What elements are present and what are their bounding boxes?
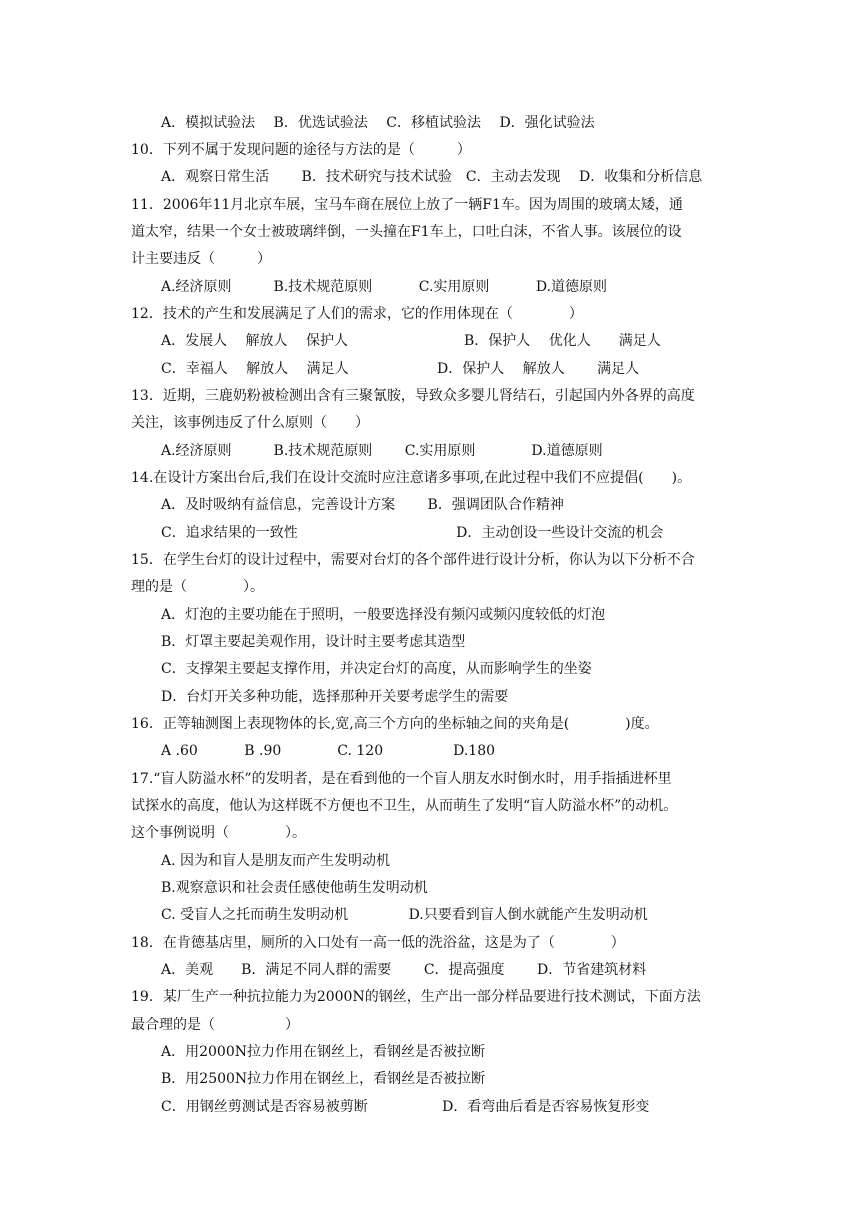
q12-option-a: A．发展人 解放人 保护人 bbox=[161, 333, 349, 349]
q11-options: A.经济原则 B.技术规范原则 C.实用原则 D.道德原则 bbox=[161, 279, 608, 295]
q12-stem: 12．技术的产生和发展满足了人们的需求，它的作用体现在（ ） bbox=[131, 306, 583, 322]
q17-stem-line1: 17.“盲人防溢水杯”的发明者，是在看到他的一个盲人朋友水时倒水时，用手指插进杯里 bbox=[131, 771, 672, 787]
q12-options-cd: C．幸福人 解放人 满足人 D．保护人 解放人 满足人 bbox=[161, 361, 640, 377]
q19-options-cd: C．用钢丝剪测试是否容易被剪断 D．看弯曲后看是否容易恢复形变 bbox=[161, 1099, 650, 1115]
q10-options: A．观察日常生活 B．技术研究与技术试验 C．主动去发现 D．收集和分析信息 bbox=[161, 169, 703, 185]
q11-stem-line2: 道太窄，结果一个女士被玻璃绊倒，一头撞在F1车上，口吐白沫，不省人事。该展位的设 bbox=[131, 224, 682, 240]
q9-options: A．模拟试验法 B．优选试验法 C．移植试验法 D．强化试验法 bbox=[161, 115, 595, 131]
q19-option-a: A．用2000N拉力作用在钢丝上，看钢丝是否被拉断 bbox=[161, 1044, 485, 1060]
q16-stem: 16．正等轴测图上表现物体的长,宽,高三个方向的坐标轴之间的夹角是( )度。 bbox=[131, 716, 659, 732]
q13-options: A.经济原则 B.技术规范原则 C.实用原则 D.道德原则 bbox=[161, 443, 603, 459]
q17-option-a: A. 因为和盲人是朋友而产生发明动机 bbox=[161, 853, 391, 869]
q15-option-c: C．支撑架主要起支撑作用，并决定台灯的高度，从而影响学生的坐姿 bbox=[161, 661, 592, 677]
q15-option-a: A．灯泡的主要功能在于照明，一般要选择没有频闪或频闪度较低的灯泡 bbox=[161, 607, 606, 623]
q15-stem-line2: 理的是（ ）。 bbox=[131, 579, 264, 595]
q18-options: A．美观 B．满足不同人群的需要 C．提高强度 D．节省建筑材料 bbox=[161, 962, 647, 978]
q10-stem: 10．下列不属于发现问题的途径与方法的是（ ） bbox=[131, 142, 471, 158]
q19-stem-line1: 19．某厂生产一种抗拉能力为2000N的钢丝，生产出一部分样品要进行技术测试，下面方法 bbox=[131, 989, 701, 1005]
q17-stem-line3: 这个事例说明（ ）。 bbox=[131, 825, 306, 841]
q13-stem-line2: 关注，该事例违反了什么原则（ ） bbox=[131, 415, 369, 431]
q19-option-b: B．用2500N拉力作用在钢丝上，看钢丝是否被拉断 bbox=[161, 1071, 486, 1087]
q11-stem-line3: 计主要违反（ ） bbox=[131, 251, 271, 267]
q19-stem-line2: 最合理的是（ ） bbox=[131, 1017, 299, 1033]
q17-option-b: B.观察意识和社会责任感使他萌生发明动机 bbox=[161, 880, 428, 896]
q13-stem-line1: 13．近期，三鹿奶粉被检测出含有三聚氰胺，导致众多婴儿肾结石，引起国内外各界的高度 bbox=[131, 388, 695, 404]
q12-option-b: B．保护人 优化人 满足人 bbox=[464, 333, 661, 349]
q15-stem-line1: 15．在学生台灯的设计过程中，需要对台灯的各个部件进行设计分析，你认为以下分析不合 bbox=[131, 552, 695, 568]
q17-stem-line2: 试探水的高度，他认为这样既不方便也不卫生，从而萌生了发明“盲人防溢水杯”的动机。 bbox=[131, 798, 678, 814]
q15-option-b: B．灯罩主要起美观作用，设计时主要考虑其造型 bbox=[161, 634, 466, 650]
q18-stem: 18．在肯德基店里，厕所的入口处有一高一低的洗浴盆，这是为了（ ） bbox=[131, 935, 625, 951]
q11-stem-line1: 11．2006年11月北京车展，宝马车商在展位上放了一辆F1车。因为周围的玻璃太矮，通 bbox=[131, 197, 683, 213]
q14-options-ab: A．及时吸纳有益信息，完善设计方案 B．强调团队合作精神 bbox=[161, 497, 564, 513]
q14-stem: 14.在设计方案出台后,我们在设计交流时应注意诸多事项,在此过程中我们不应提倡( )。 bbox=[131, 470, 692, 486]
q14-options-cd: C．追求结果的一致性 D．主动创设一些设计交流的机会 bbox=[161, 525, 664, 541]
q15-option-d: D．台灯开关多种功能，选择那种开关要考虑学生的需要 bbox=[161, 689, 509, 705]
q16-options: A .60 B .90 C. 120 D.180 bbox=[161, 743, 496, 759]
q17-options-cd: C. 受盲人之托而萌生发明动机 D.只要看到盲人倒水就能产生发明动机 bbox=[161, 907, 648, 923]
